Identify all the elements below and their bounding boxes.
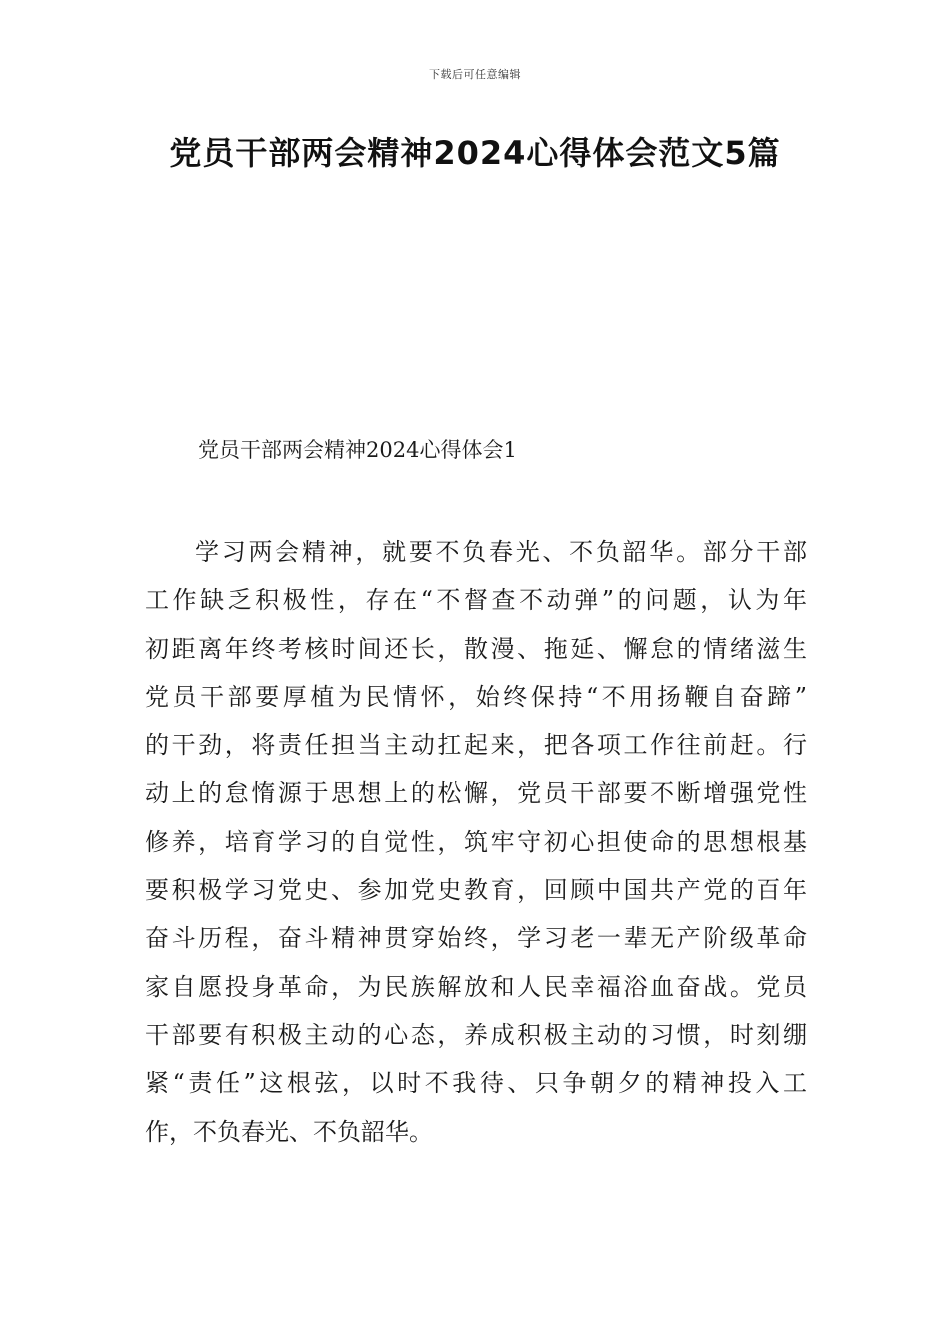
body-line: 奋斗历程，奋斗精神贯穿始终，学习老一辈无产阶级革命 bbox=[145, 924, 807, 953]
body-line: 紧“责任”这根弦，以时不我待、只争朝夕的精神投入工 bbox=[145, 1069, 807, 1098]
section-heading: 党员干部两会精神2024心得体会1 bbox=[198, 438, 517, 462]
body-line: 干部要有积极主动的心态，养成积极主动的习惯，时刻绷 bbox=[145, 1020, 807, 1049]
header-note: 下载后可任意编辑 bbox=[429, 68, 521, 81]
body-line: 修养，培育学习的自觉性，筑牢守初心担使命的思想根基 bbox=[145, 827, 807, 856]
body-line: 初距离年终考核时间还长，散漫、拖延、懈怠的情绪滋生 bbox=[145, 634, 807, 663]
section-body bbox=[145, 528, 807, 1156]
body-line: 的干劲，将责任担当主动扛起来，把各项工作往前赶。行 bbox=[145, 731, 807, 760]
body-line: 家自愿投身革命，为民族解放和人民幸福浴血奋战。党员 bbox=[145, 972, 807, 1001]
body-line: 工作缺乏积极性，存在“不督查不动弹”的问题，认为年 bbox=[145, 586, 807, 615]
body-line: 要积极学习党史、参加党史教育，回顾中国共产党的百年 bbox=[145, 876, 807, 905]
document-title: 党员干部两会精神2024心得体会范文5篇 bbox=[169, 134, 781, 172]
body-line: 动上的怠惰源于思想上的松懈，党员干部要不断增强党性 bbox=[145, 779, 807, 808]
body-line: 学习两会精神，就要不负春光、不负韶华。部分干部 bbox=[195, 538, 807, 566]
body-line: 作，不负春光、不负韶华。 bbox=[145, 1117, 433, 1146]
body-line: 党员干部要厚植为民情怀，始终保持“不用扬鞭自奋蹄” bbox=[145, 682, 807, 711]
